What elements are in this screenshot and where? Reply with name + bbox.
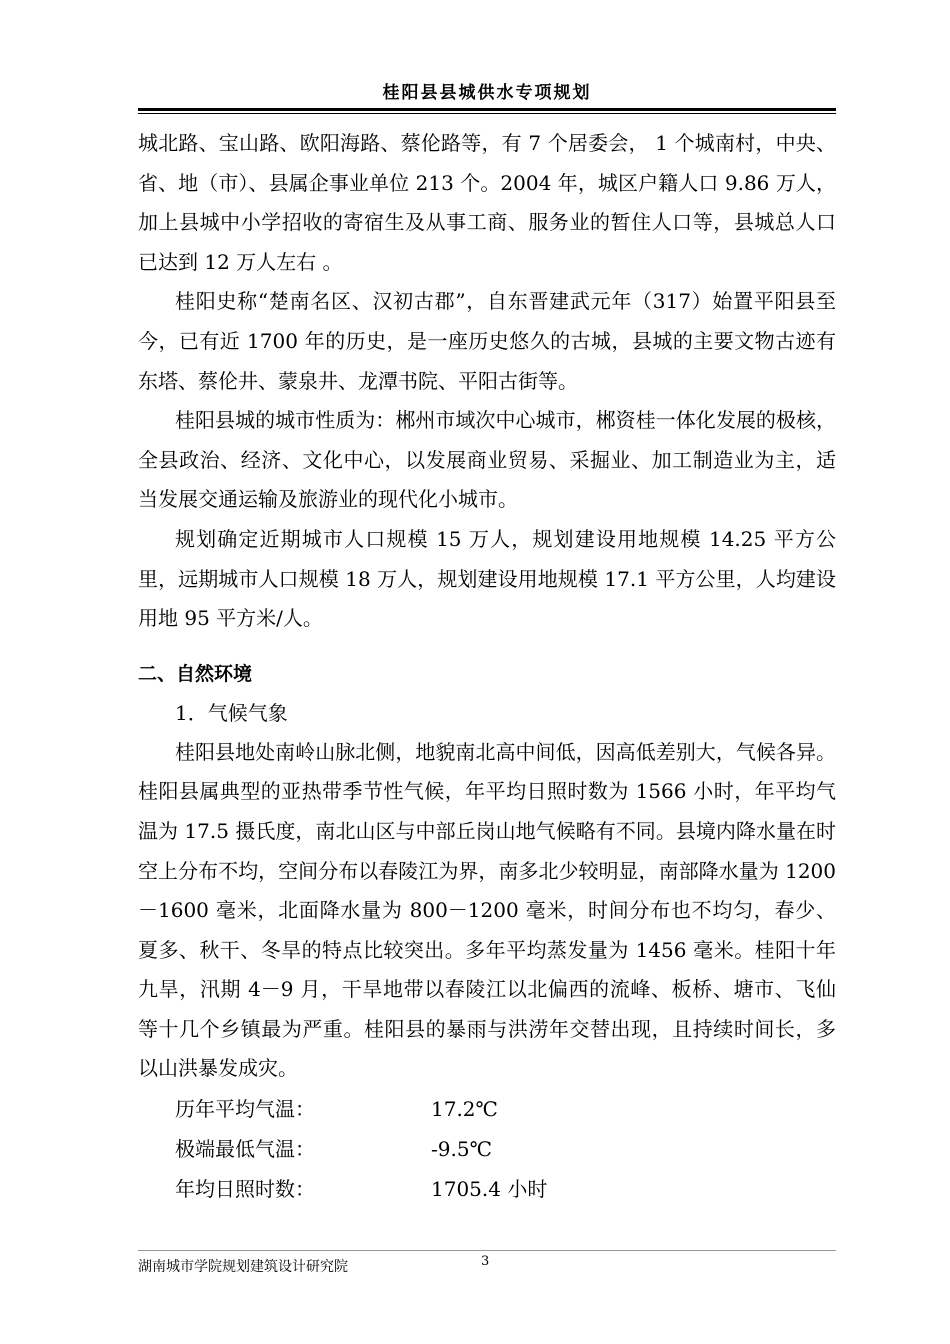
stat-label: 历年平均气温： [175,1097,315,1122]
stat-row [138,1089,836,1129]
footer-institute: 湖南城市学院规划建筑设计研究院 [138,1259,348,1275]
stat-value: 1705.4 小时 [431,1177,548,1202]
stat-row [138,1129,836,1169]
paragraph-history: 桂阳史称“楚南名区、汉初古郡”，自东晋建武元年（317）始置平阳县至今，已有近 1700 年的历史，是一座历史悠久的古城，县城的主要文物古迹有东塔、蔡伦井、蒙泉井、龙潭书院、平阳古街等。 [138,289,836,393]
stat-value: 17.2℃ [431,1097,498,1122]
section-heading: 二、自然环境 [138,662,253,685]
stat-label: 年均日照时数： [175,1177,315,1202]
header-rule-thin [138,113,836,114]
paragraph-climate: 桂阳县地处南岭山脉北侧，地貌南北高中间低，因高低差别大，气候各异。桂阳县属典型的亚热带季节性气候，年平均日照时数为 1566 小时，年平均气温为 17.5 摄氏度，南北山区与中部丘岗山地气候略有不同。县境内降水量在时空上分布不均，空间分布以春陵江为界，南多北少较明显，南部降水量为 1200－1600 毫米，北面降水量为 800－1200 毫米，时间分布也不均匀，春少、夏多、秋干、冬旱的特点比较突出。多年平均蒸发量为 1456 毫米。桂阳十年九旱，汛期 4－9 月，干旱地带以春陵江以北偏西的流峰、板桥、塘市、飞仙等十几个乡镇最为严重。桂阳县的暴雨与洪涝年交替出现，且持续时间长，多以山洪暴发成灾。 [138,739,836,1081]
paragraph-planning-scale: 规划确定近期城市人口规模 15 万人，规划建设用地规模 14.25 平方公里，远期城市人口规模 18 万人，规划建设用地规模 17.1 平方公里，人均建设用地 95 平方米/人。 [138,526,836,631]
page-number: 3 [481,1254,490,1269]
stat-row [138,1169,836,1209]
stat-value: -9.5℃ [431,1137,492,1162]
paragraph-continued: 城北路、宝山路、欧阳海路、蔡伦路等，有 7 个居委会， 1 个城南村，中央、省、地（市）、县属企事业单位 213 个。2004 年，城区户籍人口 9.86 万人，加上县城中小学招收的寄宿生及从事工商、服务业的暂住人口等，县城总人口已达到 12 万人左右 。 [138,131,836,274]
subsection-heading: 1．气候气象 [175,700,288,725]
paragraph-city-nature: 桂阳县城的城市性质为：郴州市域次中心城市，郴资桂一体化发展的极核，全县政治、经济、文化中心，以发展商业贸易、采掘业、加工制造业为主，适当发展交通运输及旅游业的现代化小城市。 [138,408,836,512]
header-rule-thick [138,108,836,111]
stat-label: 极端最低气温： [175,1137,315,1162]
document-body [138,124,836,1209]
footer-rule [138,1250,836,1251]
page-header-title: 桂阳县县城供水专项规划 [382,83,592,103]
